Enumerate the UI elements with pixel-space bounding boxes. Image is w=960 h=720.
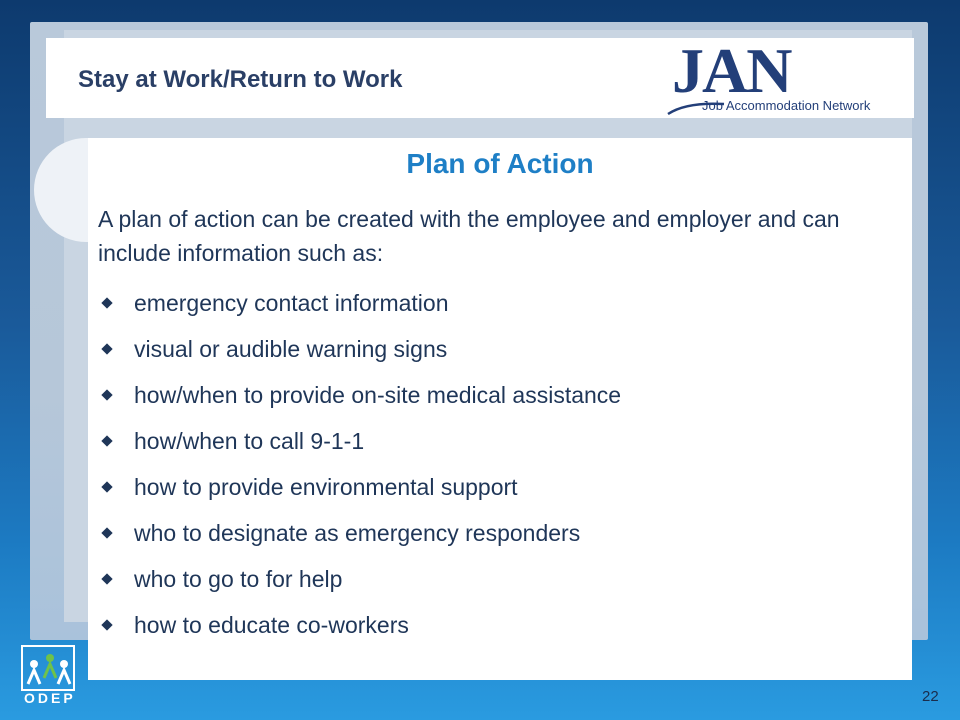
list-item-text: who to go to for help: [134, 565, 343, 592]
list-item: [98, 280, 898, 326]
jan-logo: [650, 35, 912, 116]
diamond-bullet-icon: [101, 343, 112, 354]
diamond-bullet-icon: [101, 435, 112, 446]
list-item: [98, 372, 898, 418]
diamond-bullet-icon: [101, 527, 112, 538]
content-panel: [88, 138, 912, 680]
list-item: [98, 418, 898, 464]
list-item-text: visual or audible warning signs: [134, 335, 448, 362]
list-item-text: how/when to call 9-1-1: [134, 427, 365, 454]
list-item-text: how to provide environmental support: [134, 473, 518, 500]
list-item-text: emergency contact information: [134, 289, 449, 316]
bullet-list: [98, 280, 898, 648]
page-number: 22: [922, 688, 939, 705]
logo-wordmark: JAN: [672, 35, 791, 106]
odep-logo-text: ODEP: [24, 690, 76, 706]
diamond-bullet-icon: [101, 573, 112, 584]
slide-title: Stay at Work/Return to Work: [78, 66, 403, 93]
diamond-bullet-icon: [101, 297, 112, 308]
section-heading: Plan of Action: [406, 148, 594, 179]
list-item-text: how/when to provide on-site medical assistance: [134, 381, 622, 408]
list-item: [98, 326, 898, 372]
diamond-bullet-icon: [101, 481, 112, 492]
diamond-bullet-icon: [101, 389, 112, 400]
diamond-bullet-icon: [101, 619, 112, 630]
list-item: [98, 510, 898, 556]
list-item-text: how to educate co-workers: [134, 611, 409, 638]
list-item: [98, 464, 898, 510]
list-item-text: who to designate as emergency responders: [134, 519, 581, 546]
intro-paragraph: A plan of action can be created with the employee and employer and can include information such as:: [98, 206, 840, 266]
logo-subtitle: Job Accommodation Network: [702, 98, 871, 113]
list-item: [98, 602, 898, 648]
list-item: [98, 556, 898, 602]
